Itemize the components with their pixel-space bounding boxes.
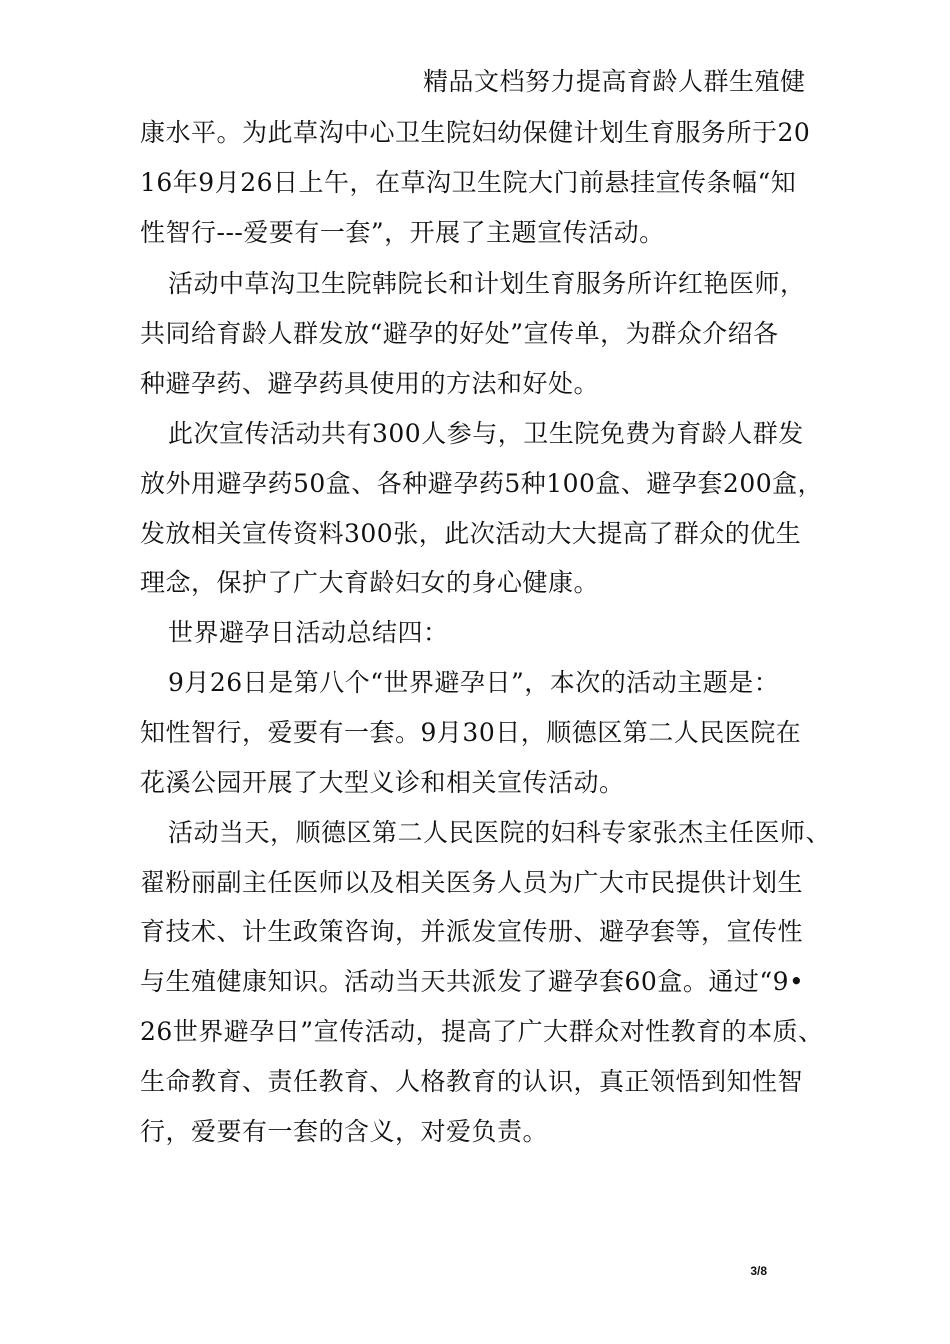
paragraph-line: 26世界避孕日”宣传活动，提高了广大群众对性教育的本质、 bbox=[140, 1017, 824, 1046]
paragraph-line: 花溪公园开展了大型义诊和相关宣传活动。 bbox=[140, 768, 625, 797]
paragraph-line: 此次宣传活动共有300人参与，卫生院免费为育龄人群发 bbox=[168, 419, 804, 448]
paragraph-line: 放外用避孕药50盒、各种避孕药5种100盒、避孕套200盒， bbox=[140, 469, 824, 498]
paragraph-line: 性智行---爱要有一套”，开展了主题宣传活动。 bbox=[140, 218, 665, 247]
paragraph-line: 共同给育龄人群发放“避孕的好处”宣传单，为群众介绍各 bbox=[140, 319, 779, 348]
paragraph-line: 行，爱要有一套的含义，对爱负责。 bbox=[140, 1117, 549, 1146]
header-text: 精品文档努力提高育龄人群生殖健 bbox=[423, 67, 806, 96]
paragraph-line: 16年9月26日上午，在草沟卫生院大门前悬挂宣传条幅“知 bbox=[140, 168, 797, 197]
paragraph-line: 知性智行，爱要有一套。9月30日，顺德区第二人民医院在 bbox=[140, 718, 802, 747]
page-number: 3/8 bbox=[750, 1264, 767, 1278]
paragraph-line: 康水平。为此草沟中心卫生院妇幼保健计划生育服务所于20 bbox=[140, 118, 811, 147]
paragraph-line: 9月26日是第八个“世界避孕日”，本次的活动主题是： bbox=[168, 668, 780, 697]
paragraph-line: 种避孕药、避孕药具使用的方法和好处。 bbox=[140, 369, 600, 398]
paragraph-line: 与生殖健康知识。活动当天共派发了避孕套60盒。通过“9• bbox=[140, 967, 805, 996]
paragraph-line: 育技术、计生政策咨询，并派发宣传册、避孕套等，宣传性 bbox=[140, 917, 804, 946]
paragraph-line: 翟粉丽副主任医师以及相关医务人员为广大市民提供计划生 bbox=[140, 868, 804, 897]
paragraph-line: 理念，保护了广大育龄妇女的身心健康。 bbox=[140, 568, 600, 597]
paragraph-line: 生命教育、责任教育、人格教育的认识，真正领悟到知性智 bbox=[140, 1067, 804, 1096]
paragraph-line: 活动当天，顺德区第二人民医院的妇科专家张杰主任医师、 bbox=[168, 818, 832, 847]
paragraph-line: 活动中草沟卫生院韩院长和计划生育服务所许红艳医师， bbox=[168, 269, 806, 298]
section-heading: 世界避孕日活动总结四： bbox=[168, 618, 449, 647]
paragraph-line: 发放相关宣传资料300张，此次活动大大提高了群众的优生 bbox=[140, 519, 802, 548]
